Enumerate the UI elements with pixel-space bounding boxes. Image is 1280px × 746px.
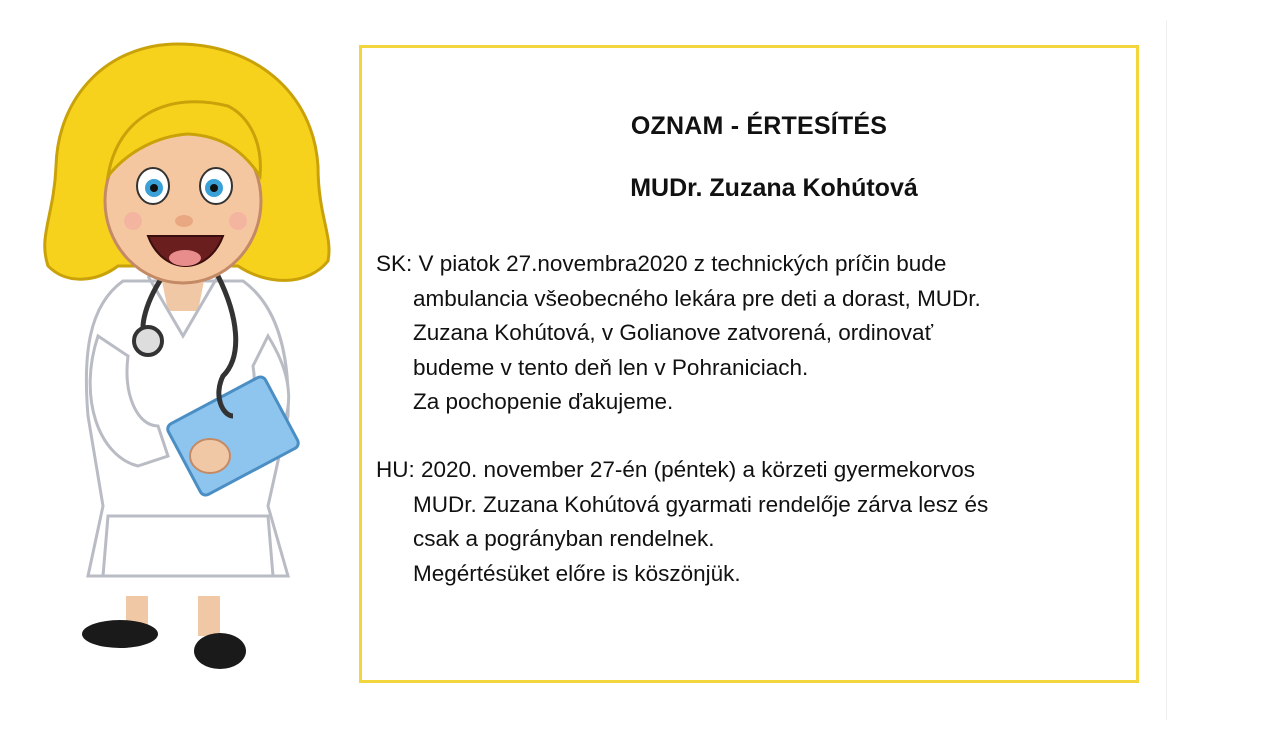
notice-box	[359, 45, 1139, 683]
page-divider	[1166, 20, 1167, 720]
hu-line: MUDr. Zuzana Kohútová gyarmati rendelője zárva lesz és	[413, 491, 989, 517]
hu-line: Megértésüket előre is köszönjük.	[413, 560, 741, 586]
slovak-paragraph	[376, 247, 1096, 420]
sk-line: Zuzana Kohútová, v Golianove zatvorená, ordinovať	[413, 320, 934, 345]
sk-line: ambulancia všeobecného lekára pre deti a dorast, MUDr.	[413, 285, 981, 311]
doctor-illustration	[28, 36, 348, 686]
sk-line: SK: V piatok 27.novembra2020 z technických príčin bude	[376, 251, 947, 276]
hu-line: HU: 2020. november 27-én (péntek) a körzeti gyermekorvos	[376, 457, 976, 482]
notice-title: OZNAM - ÉRTESÍTÉS	[630, 112, 888, 140]
sk-line: budeme v tento deň len v Pohraniciach.	[413, 354, 809, 380]
doctor-name: MUDr. Zuzana Kohútová	[630, 174, 918, 202]
hu-line: csak a pogrányban rendelnek.	[413, 526, 715, 551]
hungarian-paragraph	[376, 453, 1096, 591]
sk-line: Za pochopenie ďakujeme.	[413, 389, 674, 414]
